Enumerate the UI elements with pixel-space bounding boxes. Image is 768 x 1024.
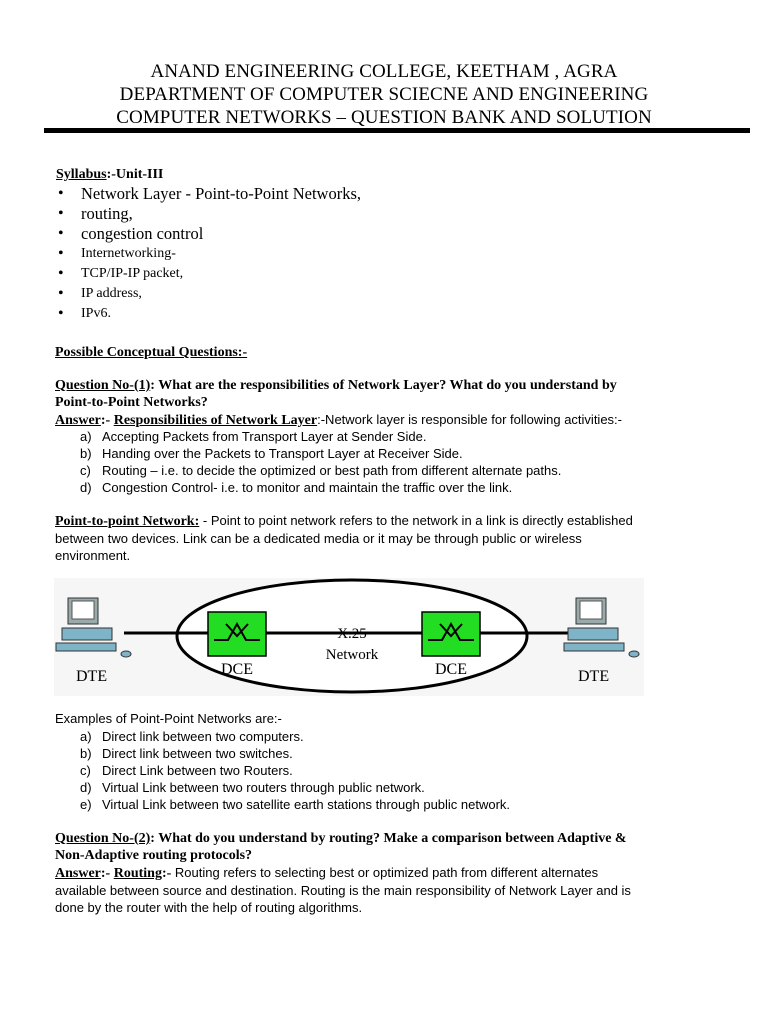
network-label-line2: Network <box>325 647 379 663</box>
department-name: DEPARTMENT OF COMPUTER SCIECNE AND ENGINEERING <box>119 84 649 105</box>
dce-right-label: DCE <box>435 661 467 678</box>
examples-intro: Examples of Point-Point Networks are:- <box>55 711 282 726</box>
list-item: • IPv6. <box>56 304 361 324</box>
document-title: COMPUTER NETWORKS – QUESTION BANK AND SOLUTION <box>116 107 652 128</box>
answer-1-intro: Answer:- Responsibilities of Network Layer:-Network layer is responsible for following activities:- <box>55 412 622 428</box>
list-item: d) Congestion Control- i.e. to monitor and maintain the traffic over the link. <box>80 480 513 495</box>
list-item: b) Direct link between two switches. <box>80 746 293 761</box>
question-1: Question No-(1): What are the responsibilities of Network Layer? What do you understand by Point-to-Point Networks? <box>55 378 617 410</box>
college-name: ANAND ENGINEERING COLLEGE, KEETHAM , AGRA <box>150 61 618 82</box>
x25-network-diagram <box>54 578 644 696</box>
dce-left-label: DCE <box>221 661 253 678</box>
syllabus-list <box>56 184 361 324</box>
dte-right-label: DTE <box>578 668 610 685</box>
list-item: c) Routing – i.e. to decide the optimized or best path from different alternate paths. <box>80 463 562 478</box>
list-item: b) Handing over the Packets to Transport Layer at Receiver Side. <box>80 446 463 461</box>
section-heading: Possible Conceptual Questions:- <box>55 345 248 360</box>
responsibilities-list <box>80 428 561 496</box>
question-2: Question No-(2): What do you understand by routing? Make a comparison between Adaptive & Non-Adaptive routing protocols? <box>55 831 627 863</box>
dce-icon-right <box>422 612 480 656</box>
list-item: e) Virtual Link between two satellite earth stations through public network. <box>80 797 511 812</box>
list-item: • congestion control <box>56 224 361 244</box>
p2p-paragraph: Point-to-point Network: - Point to point network refers to the network in a link is directly established between two devices. Link can be a dedicated media or it may be through public or wireless environment. <box>55 513 633 563</box>
dte-left-label: DTE <box>76 668 108 685</box>
list-item: a) Accepting Packets from Transport Layer at Sender Side. <box>80 429 427 444</box>
examples-list <box>80 728 510 813</box>
list-item: c) Direct Link between two Routers. <box>80 763 293 778</box>
list-item: • Network Layer - Point-to-Point Networks, <box>56 184 361 204</box>
list-item: • TCP/IP-IP packet, <box>56 264 361 284</box>
list-item: • routing, <box>56 204 361 224</box>
network-label-line1: X.25 <box>337 626 367 642</box>
list-item: • Internetworking- <box>56 244 361 264</box>
answer-2: Answer:- Routing:- Routing refers to selecting best or optimized path from different alternates available between source and destination. Routing is the main responsibility of Network Layer and is done by the router with the help of routing algorithms. <box>55 865 631 915</box>
dce-icon-left <box>208 612 266 656</box>
header-rule <box>44 128 750 133</box>
list-item: d) Virtual Link between two routers through public network. <box>80 780 425 795</box>
syllabus-heading: Syllabus:-Unit-III <box>56 167 164 182</box>
list-item: • IP address, <box>56 284 361 304</box>
list-item: a) Direct link between two computers. <box>80 729 304 744</box>
document-header <box>0 60 768 129</box>
